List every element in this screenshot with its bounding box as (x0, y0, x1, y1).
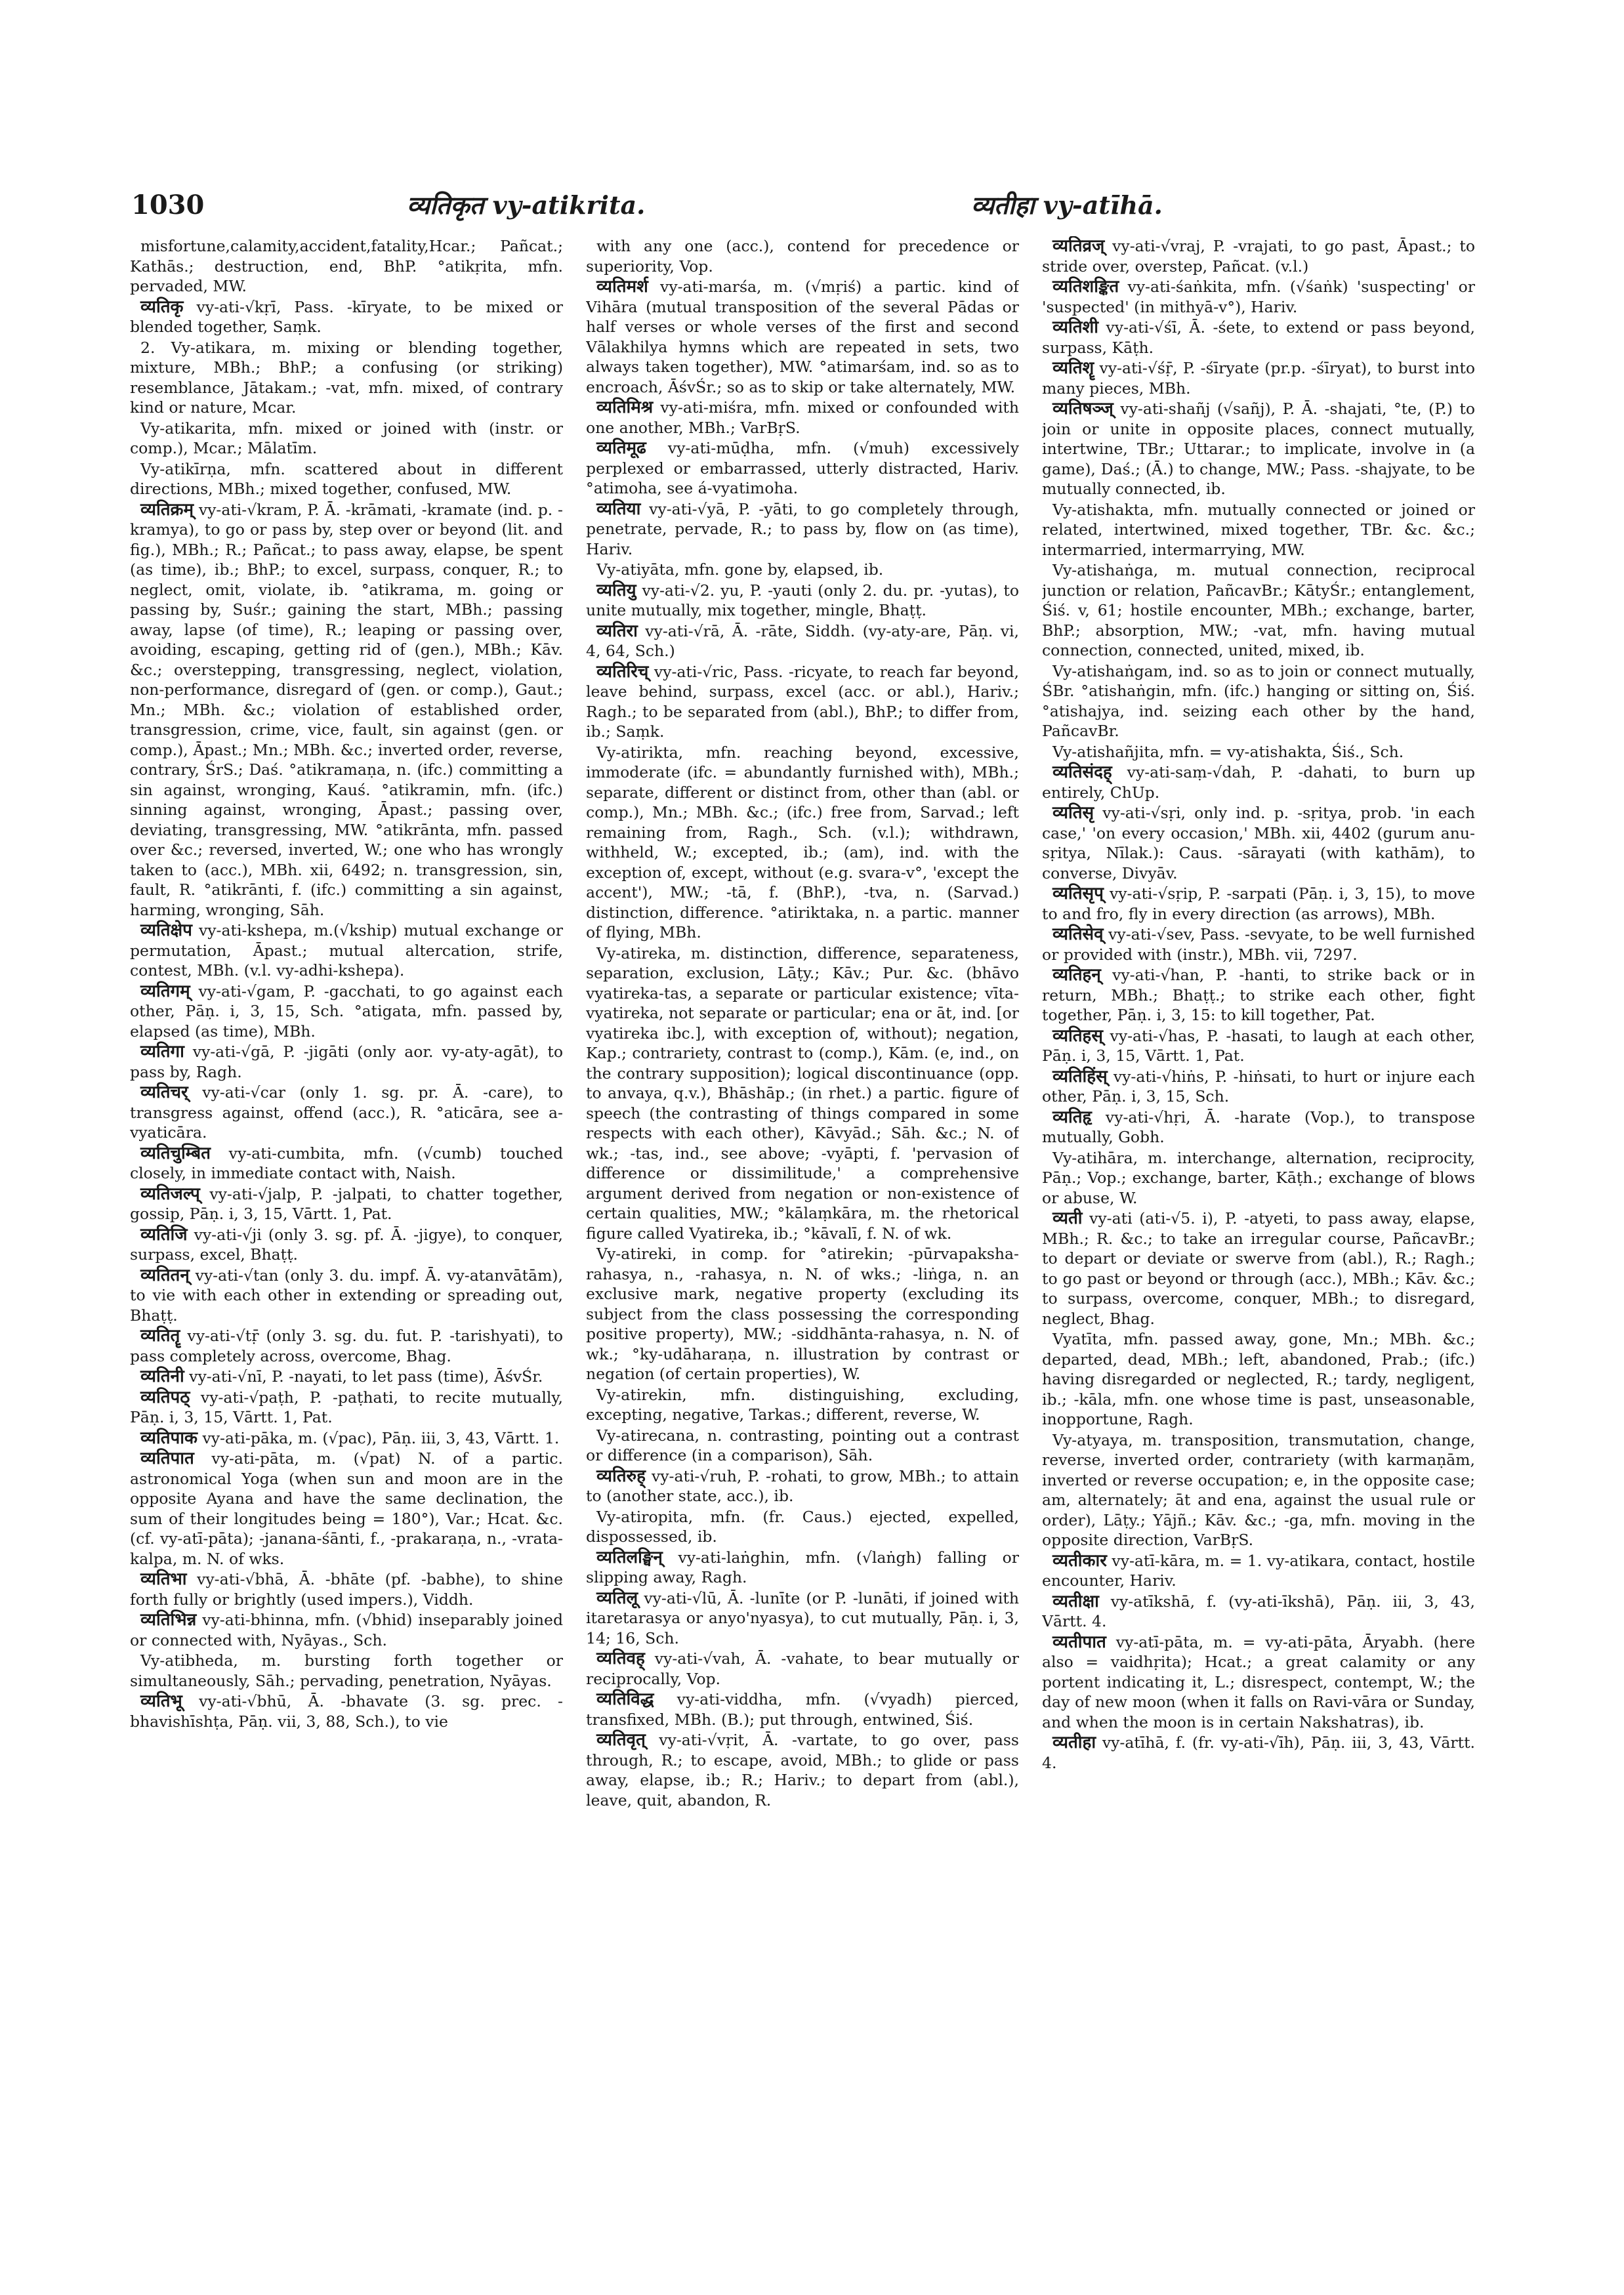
dictionary-entry (130, 1266, 563, 1326)
entry-headword: व्यतीपात (1052, 1632, 1106, 1652)
entry-text: vy-ati-√gā, P. -jigāti (only aor. vy-aty-agāt), to pass by, Ragh. (130, 1043, 563, 1081)
entry-text: vy-ati-pāka, m. (√pac), Pāṇ. iii, 3, 43, Vārtt. 1. (198, 1428, 560, 1447)
entry-text: vy-ati-bhinna, mfn. (√bhid) inseparably joined or connected with, Nyāyas., Sch. (130, 1611, 563, 1649)
entry-text: vy-ati-√jalp, P. -jalpati, to chatter together, gossip, Pāṇ. i, 3, 15, Vārtt. 1, Pat. (130, 1184, 563, 1223)
entry-headword: व्यतितन् (140, 1265, 190, 1285)
dictionary-entry (1042, 1067, 1475, 1107)
dictionary-entry (130, 1225, 563, 1265)
entry-headword: व्यतियु (596, 580, 636, 600)
entry-text: vy-ati-miśra, mfn. mixed or confounded with one another, MBh.; VarBṛS. (586, 398, 1019, 437)
entry-text: vy-ati-mūḍha, mfn. (√muh) excessively perplexed or embarrassed, utterly distracted, Hariv. °atimoha, see á-vyatimoha. (586, 439, 1019, 497)
entry-text: vy-ati-√kram, P. Ā. -krāmati, -kramate (ind. p. -kramya), to go or pass by, step over or beyond (lit. and fig.), MBh.; R.; Pañcat.; to pass away, elapse, be spent (as time), ib.; BhP.; to excel, surpass, conquer, R.; to neglect, omit, violate, ib. °atikrama, m. going or passing by, Suśr.; gaining the start, MBh.; passing away, lapse (of time), R.; leaping or passing over, avoiding, escaping, getting rid of (gen.), MBh.; Kāv. &c.; overstepping, transgressing, neglect, violation, non-performance, disregard of (gen. or comp.), Gaut.; Mn.; MBh. &c.; violation of established order, transgression, crime, vice, fault, sin against (gen. or comp.), Āpast.; Mn.; MBh. &c.; inverted order, reverse, contrary, ŚrS.; Daś. °atikramaṇa, n. (ifc.) committing a sin against, wronging, Kauś. °atikramin, mfn. (ifc.) sinning against, wronging, Āpast.; passing over, deviating, transgressing, MW. °atikrānta, mfn. passed over &c.; reversed, inverted, W.; one who has wrongly taken to (acc.), MBh. xii, 6492; n. transgression, sin, fault, R. °atikrānti, f. (ifc.) committing a sin against, harming, wronging, Sāh. (130, 500, 563, 919)
entry-text: vy-ati-√vraj, P. -vrajati, to go past, Āpast.; to stride over, overstep, Pañcat. (v.l.) (1042, 237, 1475, 276)
entry-text: Vy-atirikta, mfn. reaching beyond, excessive, immoderate (ifc. = abundantly furnished with), MBh.; separate, different or distinct from, other than (abl. or comp.), Mn.; MBh. &c.; (ifc.) free from, Sarvad.; left remaining from, Ragh., Sch. (v.l.); withdrawn, withheld, W.; excepted, ib.; (am), ind. with the exception of, except, without (e.g. svara-v°, 'except the accent'), MW.; -tā, f. (BhP.), -tva, n. (Sarvad.) distinction, difference. °atiriktaka, n. a partic. manner of flying, MBh. (586, 743, 1019, 941)
entry-text: vy-ati-√ruh, P. -rohati, to grow, MBh.; to attain to (another state, acc.), ib. (586, 1466, 1019, 1505)
dictionary-entry (1042, 661, 1475, 741)
entry-text: Vy-atirecana, n. contrasting, pointing out a contrast or difference (in a comparison), Sāh. (586, 1426, 1019, 1464)
entry-headword: व्यतिगम् (140, 981, 190, 1001)
entry-text: Vy-atireki, in comp. for °atirekin; -pūrvapaksha-rahasya, n., -rahasya, n. N. of wks.; -liṅga, n. an exclusive mark, negative property (excluding its subject from the class possessing the corresponding positive property), MW.; -siddhānta-rahasya, n. N. of wk.; °ky-udāharaṇa, n. illustration by contrast or negation (of certain properties), W. (586, 1245, 1019, 1383)
entry-text: vy-atīhā, f. (fr. vy-ati-√īh), Pāṇ. iii, 3, 43, Vārtt. 4. (1042, 1733, 1475, 1772)
entry-text: vy-ati-√gam, P. -gacchati, to go against each other, Pāṇ. i, 3, 15, Sch. °atigata, mfn. passed by, elapsed (as time), MBh. (130, 982, 563, 1041)
dictionary-entry (1042, 884, 1475, 924)
dictionary-entry (1042, 277, 1475, 317)
entry-text: vy-ati-√sev, Pass. -sevyate, to be well furnished or provided with (instr.), MBh. vii, 7297. (1042, 925, 1475, 964)
dictionary-entry (130, 1428, 563, 1449)
entry-text: vy-ati-√ji (only 3. sg. pf. Ā. -jigye), to conquer, surpass, excel, Bhaṭṭ. (130, 1225, 563, 1264)
dictionary-entry (130, 1651, 563, 1691)
entry-text: vy-ati-√bhū, Ā. -bhavate (3. sg. prec. -bhavishīshṭa, Pāṇ. vii, 3, 88, Sch.), to vie (130, 1692, 563, 1731)
page-header (131, 188, 1509, 227)
entry-text: vy-ati-√sṛip, P. -sarpati (Pāṇ. i, 3, 15), to move to and fro, fly in every direction (as arrows), MBh. (1042, 884, 1475, 923)
entry-headword: व्यतिपात (140, 1449, 194, 1468)
entry-headword: व्यतिपाक (140, 1428, 198, 1448)
entry-text: vy-ati-√han, P. -hanti, to strike back or in return, MBh.; Bhaṭṭ.; to strike each other, fight together, Pāṇ. i, 3, 15: to kill together, Pat. (1042, 966, 1475, 1024)
entry-headword: व्यतिलू (596, 1588, 638, 1608)
entry-text: vy-ati-√2. yu, P. -yauti (only 2. du. pr. -yutas), to unite mutually, mix together, mingle, Bhaṭṭ. (586, 581, 1019, 619)
entry-headword: व्यतिभिन्न (140, 1610, 197, 1630)
dictionary-entry (130, 459, 563, 499)
dictionary-entry (130, 1326, 563, 1366)
entry-text: vy-ati-viddha, mfn. (√vyadh) pierced, transfixed, MBh. (B.); put through, entwined, Śiś. (586, 1690, 1019, 1729)
dictionary-entry (1042, 1026, 1475, 1066)
dictionary-entry (586, 1385, 1019, 1425)
entry-text: Vyatīta, mfn. passed away, gone, Mn.; MBh. &c.; departed, dead, MBh.; left, abandoned, Prab.; (ifc.) having disregarded or neglected, R.; tardy, negligent, ib.; -kāla, mfn. one whose time is past, unseasonable, inopportune, Ragh. (1042, 1330, 1475, 1428)
entry-headword: व्यतिशङ्कित (1052, 277, 1119, 297)
dictionary-entry (130, 1144, 563, 1184)
dictionary-entry (1042, 500, 1475, 560)
entry-text: vy-ati-śaṅkita, mfn. (√śaṅk) 'suspecting' or 'suspected' (in mithyā-v°), Hariv. (1042, 278, 1475, 316)
entry-text: vy-ati-√bhā, Ā. -bhāte (pf. -babhe), to shine forth fully or brightly (used impers.), Viddh. (130, 1570, 563, 1609)
entry-text: Vy-atibheda, m. bursting forth together or simultaneously, Sāh.; pervading, penetration, Nyāyas. (130, 1651, 563, 1690)
entry-text: vy-atī-kāra, m. = 1. vy-atikara, contact, hostile encounter, Hariv. (1042, 1551, 1475, 1590)
dictionary-entry (586, 277, 1019, 397)
entry-text: vy-ati-√sṛi, only ind. p. -sṛitya, prob. 'in each case,' 'on every occasion,' MBh. xii, 4402 (gurum anu-sṛitya, Nīlak.): Caus. -sārayati (with kathām), to converse, Divyāv. (1042, 804, 1475, 882)
dictionary-entry (130, 1083, 563, 1143)
entry-text: vy-ati-√has, P. -hasati, to laugh at each other, Pāṇ. i, 3, 15, Vārtt. 1, Pat. (1042, 1026, 1475, 1065)
dictionary-entry (586, 398, 1019, 438)
dictionary-entry (1042, 1107, 1475, 1148)
entry-headword: व्यतिरुह् (596, 1466, 646, 1486)
dictionary-entry (1042, 1551, 1475, 1591)
entry-text: Vy-atishañjita, mfn. = vy-atishakta, Śiś., Sch. (1052, 742, 1404, 761)
dictionary-entry (586, 1244, 1019, 1384)
entry-text: Vy-atiyāta, mfn. gone by, elapsed, ib. (596, 560, 884, 579)
dictionary-entry (586, 621, 1019, 661)
entry-text: Vy-atihāra, m. interchange, alternation, reciprocity, Pāṇ.; Vop.; exchange, barter, Kāṭh.; exchange of blows or abuse, W. (1042, 1148, 1475, 1207)
entry-text: vy-ati-√paṭh, P. -paṭhati, to recite mutually, Pāṇ. i, 3, 15, Vārtt. 1, Pat. (130, 1388, 563, 1426)
dictionary-entry (1042, 742, 1475, 762)
entry-headword: व्यतिव्रज् (1052, 236, 1105, 256)
entry-headword: व्यतिहस् (1052, 1025, 1103, 1046)
entry-text: vy-ati-√tan (only 3. du. impf. Ā. vy-atanvātām), to vie with each other in extending or spreading out, Bhaṭṭ. (130, 1266, 563, 1325)
entry-text: vy-ati-shañj (√sañj), P. Ā. -shajati, °te, (P.) to join or unite in opposite places, connect mutually, intertwine, TBr.; Uttarar.; to implicate, involve in (a game), Daś.; (Ā.) to change, MW.; Pass. -shajyate, to be mutually connected, ib. (1042, 400, 1475, 498)
entry-text: vy-ati-√hṛi, Ā. -harate (Vop.), to transpose mutually, Gobh. (1042, 1107, 1475, 1146)
entry-headword: व्यतिवृत् (596, 1730, 646, 1750)
dictionary-entry (586, 1649, 1019, 1689)
entry-headword: व्यतिजि (140, 1224, 188, 1245)
entry-text: vy-ati-√lū, Ā. -lunīte (or P. -lunāti, if joined with itaretarasya or anyo'nyasya), to cut mutually, Pāṇ. i, 3, 14; 16, Sch. (586, 1588, 1019, 1647)
entry-text: with any one (acc.), contend for precedence or superiority, Vop. (586, 237, 1019, 276)
entry-headword: व्यतिशी (1052, 318, 1098, 337)
page-number: 1030 (131, 190, 205, 220)
dictionary-entry (586, 1426, 1019, 1466)
entry-text: vy-atī-pāta, m. = vy-ati-pāta, Āryabh. (here also = vaidhṛita); Hcat.; a great calamity or any portent indicating it, L.; disrespect, contempt, W.; the day of new moon (when it falls on Ravi-vāra or Sunday, and when the moon is in certain Nakshatras), ib. (1042, 1632, 1475, 1731)
entry-headword: व्यतिविद्ध (596, 1689, 654, 1709)
column-3 (1042, 236, 1475, 2283)
entry-headword: व्यतिक्रम् (140, 499, 194, 520)
entry-headword: व्यतिसेव् (1052, 924, 1104, 944)
entry-text: vy-ati-√ric, Pass. -ricyate, to reach far beyond, leave behind, surpass, excel (acc. or abl.), Hariv.; Ragh.; to be separated from (abl.), BhP.; to differ from, ib.; Saṃk. (586, 662, 1019, 741)
entry-text: Vy-atiropita, mfn. (fr. Caus.) ejected, expelled, dispossessed, ib. (586, 1507, 1019, 1546)
entry-headword: व्यतिमूढ (596, 438, 646, 458)
entry-text: vy-ati-saṃ-√dah, P. -dahati, to burn up entirely, ChUp. (1042, 763, 1475, 802)
entry-headword: व्यतिचर् (140, 1083, 188, 1102)
dictionary-entry (586, 1689, 1019, 1729)
dictionary-entry (586, 743, 1019, 943)
entry-text: Vy-atyaya, m. transposition, transmutation, change, reverse, inverted order, contrariety (with karmaṇām, inverted or reverse occupation; e, in the opposite case; am, alternately; āt and ena, against the usual rule or order), Lāṭy.; Yājñ.; Kāv. &c.; -ga, mfn. moving in the opposite direction, VarBṛS. (1042, 1430, 1475, 1549)
dictionary-entry (586, 438, 1019, 499)
running-head-left: व्यतिकृत vy-atikrita. (407, 190, 646, 220)
dictionary-entry (1042, 762, 1475, 802)
entry-headword: व्यतिहन् (1052, 965, 1101, 985)
dictionary-entry (1042, 1329, 1475, 1430)
entry-headword: व्यतिसंदह् (1052, 762, 1112, 782)
entry-text: Vy-atirekin, mfn. distinguishing, excluding, excepting, negative, Tarkas.; different, reverse, W. (586, 1385, 1019, 1424)
entry-text: vy-ati-kshepa, m.(√kship) mutual exchange or permutation, Āpast.; mutual altercation, strife, contest, MBh. (v.l. vy-adhi-kshepa). (130, 921, 563, 980)
entry-text: vy-atīkshā, f. (vy-ati-īkshā), Pāṇ. iii, 3, 43, Vārtt. 4. (1042, 1592, 1475, 1630)
dictionary-entry (586, 581, 1019, 621)
dictionary-entry (130, 982, 563, 1042)
entry-headword: व्यतिषञ्ज् (1052, 399, 1114, 419)
entry-text: vy-ati-√śī, Ā. -śete, to extend or pass beyond, surpass, Kāṭh. (1042, 318, 1475, 357)
entry-headword: व्यतिगा (140, 1042, 184, 1062)
entry-headword: व्यतिहिंस् (1052, 1066, 1108, 1086)
entry-text: vy-ati-√kṛī, Pass. -kīryate, to be mixed or blended together, Saṃk. (130, 297, 563, 336)
entry-text: vy-ati-√tṝ (only 3. sg. du. fut. P. -tarishyati), to pass completely across, overcome, Bhag. (130, 1327, 563, 1365)
dictionary-entry (130, 1569, 563, 1609)
entry-headword: व्यतिभा (140, 1569, 187, 1589)
dictionary-entry (130, 1691, 563, 1731)
dictionary-entry (586, 1730, 1019, 1810)
entry-headword: व्यतिभू (140, 1691, 182, 1711)
dictionary-entry (586, 1588, 1019, 1649)
entry-headword: व्यतीक्षा (1052, 1591, 1099, 1611)
entry-headword: व्यतिवह् (596, 1649, 645, 1668)
dictionary-entry (130, 1184, 563, 1224)
entry-text: vy-ati-laṅghin, mfn. (√laṅgh) falling or slipping away, Ragh. (586, 1548, 1019, 1586)
dictionary-entry (130, 1367, 563, 1387)
dictionary-entry (130, 1610, 563, 1650)
dictionary-entry (586, 560, 1019, 580)
dictionary-entry (130, 1388, 563, 1428)
entry-text: Vy-atishaṅga, m. mutual connection, reciprocal junction or relation, PañcavBr.; KātyŚr.; entanglement, Śiś. v, 61; hostile encounter, MBh.; exchange, barter, BhP.; absorption, MW.; -vat, mfn. having mutual connection, connected, united, mixed, ib. (1042, 561, 1475, 659)
dictionary-entry (130, 500, 563, 920)
entry-headword: व्यतिनी (140, 1367, 184, 1386)
entry-text: Vy-atishaṅgam, ind. so as to join or connect mutually, ŚBr. °atishaṅgin, mfn. (ifc.) hanging or sitting on, Śiś. °atishajya, ind. seizing each other by the hand, PañcavBr. (1042, 661, 1475, 740)
entry-text: vy-ati-pāta, m. (√pat) N. of a partic. astronomical Yoga (when sun and moon are in the opposite Ayana and have the same declination, the sum of their longitudes being = 180°), Var.; Hcat. &c. (cf. vy-atī-pāta); -janana-śānti, f., -prakaraṇa, n., -vrata-kalpa, m. N. of wks. (130, 1449, 563, 1568)
entry-headword: व्यतिचुम्बित (140, 1143, 211, 1163)
entry-text: 2. Vy-atikara, m. mixing or blending together, mixture, MBh.; BhP.; a confusing (or striking) resemblance, Jātakam.; -vat, mfn. mixed, of contrary kind or nature, Mcar. (130, 338, 563, 417)
entry-headword: व्यतिलङ्घिन् (596, 1547, 663, 1567)
dictionary-entry (1042, 1632, 1475, 1733)
dictionary-entry (1042, 924, 1475, 964)
dictionary-entry (586, 943, 1019, 1244)
entry-headword: व्यतिमर्श (596, 277, 648, 297)
running-head-right: व्यतीहा vy-atīhā. (971, 190, 1163, 220)
entry-text: Vy-atireka, m. distinction, difference, separateness, separation, exclusion, Lāṭy.; Kāv.; Pur. &c. (bhāvo vyatireka-tas, a separate or particular existence; vīta-vyatireka, not separate or particular; ena or āt, ind. [or vyatireka ibc.], with exception of, without); negation, Kap.; contrariety, contrast to (comp.), Kām. (e, ind., on the contrary supposition); logical discontinuance (opp. to anvaya, q.v.), Bhāshāp.; (in rhet.) a partic. figure of speech (the contrasting of things compared in some respects with each other), Kāvyād.; Sāh. &c.; N. of wk.; -tas, ind., see above; -vyāpti, f. 'pervasion of difference or dissimilitude,' a comprehensive argument derived from negation or non-existence of certain qualities, MW.; °kālaṃkāra, m. the rhetorical figure called Vyatireka, ib.; °kāvalī, f. N. of wk. (586, 943, 1019, 1243)
dictionary-entry (586, 1466, 1019, 1506)
entry-headword: व्यतिकृ (140, 297, 184, 317)
entry-headword: व्यतिहृ (1052, 1107, 1092, 1127)
dictionary-entry (130, 1449, 563, 1569)
dictionary-entry (586, 662, 1019, 742)
entry-text: Vy-atikīrṇa, mfn. scattered about in different directions, MBh.; mixed together, confused, MW. (130, 459, 563, 498)
entry-headword: व्यतिपठ् (140, 1387, 190, 1407)
dictionary-entry (130, 1042, 563, 1082)
entry-text: vy-ati-√vṛit, Ā. -vartate, to go over, pass through, R.; to escape, avoid, MBh.; to glide or pass away, elapse, ib.; R.; Hariv.; to depart from (abl.), leave, quit, abandon, R. (586, 1731, 1019, 1809)
entry-headword: व्यतिया (596, 499, 641, 519)
entry-text: vy-ati-√nī, P. -nayati, to let pass (time), ĀśvŚr. (184, 1367, 543, 1386)
entry-text: vy-ati (ati-√5. i), P. -atyeti, to pass away, elapse, MBh.; R. &c.; to take an irregular course, PañcavBr.; to depart or deviate or swerve from (abl.), R.; Ragh.; to go past or beyond or through (acc.), MBh.; Kāv. &c.; to surpass, overcome, conquer, MBh.; to disregard, neglect, Bhag. (1042, 1209, 1475, 1328)
entry-text: vy-ati-cumbita, mfn. (√cumb) touched closely, in immediate contact with, Naish. (130, 1144, 563, 1182)
dictionary-entry (586, 499, 1019, 560)
entry-headword: व्यतिसृप् (1052, 884, 1104, 903)
entry-headword: व्यतिमिश्र (596, 398, 654, 417)
dictionary-entry (1042, 965, 1475, 1025)
entry-headword: व्यतिसृ (1052, 803, 1094, 823)
dictionary-entry (1042, 358, 1475, 398)
column-1 (130, 236, 563, 2283)
dictionary-entry (586, 236, 1019, 276)
entry-headword: व्यतिरा (596, 621, 638, 641)
entry-headword: व्यतीहा (1052, 1733, 1096, 1752)
dictionary-entry (1042, 236, 1475, 276)
entry-text: vy-ati-√śṝ, P. -śīryate (pr.p. -śīryat), to burst into many pieces, MBh. (1042, 359, 1475, 398)
column-2 (586, 236, 1019, 2283)
entry-headword: व्यती (1052, 1209, 1083, 1228)
dictionary-entry (130, 920, 563, 981)
entry-text: misfortune,calamity,accident,fatality,Hcar.; Pañcat.; Kathās.; destruction, end, BhP. °atikṛita, mfn. pervaded, MW. (130, 237, 563, 295)
entry-text: vy-ati-√yā, P. -yāti, to go completely through, penetrate, pervade, R.; to pass by, flow on (as time), Hariv. (586, 499, 1019, 558)
dictionary-entry (130, 236, 563, 297)
dictionary-entry (130, 338, 563, 418)
entry-text: Vy-atishakta, mfn. mutually connected or joined or related, intertwined, mixed together, TBr. &c. &c.; intermarried, intermarrying, MW. (1042, 500, 1475, 559)
dictionary-entry (1042, 560, 1475, 661)
entry-headword: व्यतिक्षेप (140, 920, 192, 940)
entry-headword: व्यतितॄ (140, 1326, 180, 1346)
entry-text: vy-ati-√vah, Ā. -vahate, to bear mutually or reciprocally, Vop. (586, 1649, 1019, 1688)
entry-headword: व्यतिजल्प् (140, 1184, 200, 1204)
entry-text: Vy-atikarita, mfn. mixed or joined with (instr. or comp.), Mcar.; Mālatīm. (130, 419, 563, 457)
dictionary-entry (1042, 1733, 1475, 1773)
dictionary-entry (586, 1548, 1019, 1588)
entry-text: vy-ati-marśa, m. (√mṛiś) a partic. kind of Vihāra (mutual transposition of the several Pādas or half verses or whole verses of the first and second Vālakhilya hymns which are repeated in sets, two always taken together), MW. °atimarśam, ind. so as to encroach, ĀśvŚr.; so as to skip or take alternately, MW. (586, 278, 1019, 396)
dictionary-entry (1042, 803, 1475, 883)
dictionary-entry (1042, 1430, 1475, 1550)
dictionary-entry (130, 297, 563, 337)
dictionary-entry (1042, 1209, 1475, 1329)
dictionary-entry (1042, 1148, 1475, 1209)
dictionary-entry (1042, 399, 1475, 499)
dictionary-entry (1042, 318, 1475, 358)
dictionary-entry (130, 419, 563, 459)
entry-text: vy-ati-√car (only 1. sg. pr. Ā. -care), to transgress against, offend (acc.), R. °aticāra, see a-vyaticāra. (130, 1083, 563, 1142)
entry-headword: व्यतीकार (1052, 1550, 1107, 1571)
dictionary-entry (586, 1507, 1019, 1547)
entry-text: vy-ati-√rā, Ā. -rāte, Siddh. (vy-aty-are, Pāṇ. vi, 4, 64, Sch.) (586, 621, 1019, 660)
entry-headword: व्यतिशॄ (1052, 358, 1094, 378)
entry-headword: व्यतिरिच् (596, 661, 649, 682)
dictionary-entry (1042, 1592, 1475, 1632)
entry-text: vy-ati-√hiṅs, P. -hiṅsati, to hurt or injure each other, Pāṇ. i, 3, 15, Sch. (1042, 1067, 1475, 1106)
